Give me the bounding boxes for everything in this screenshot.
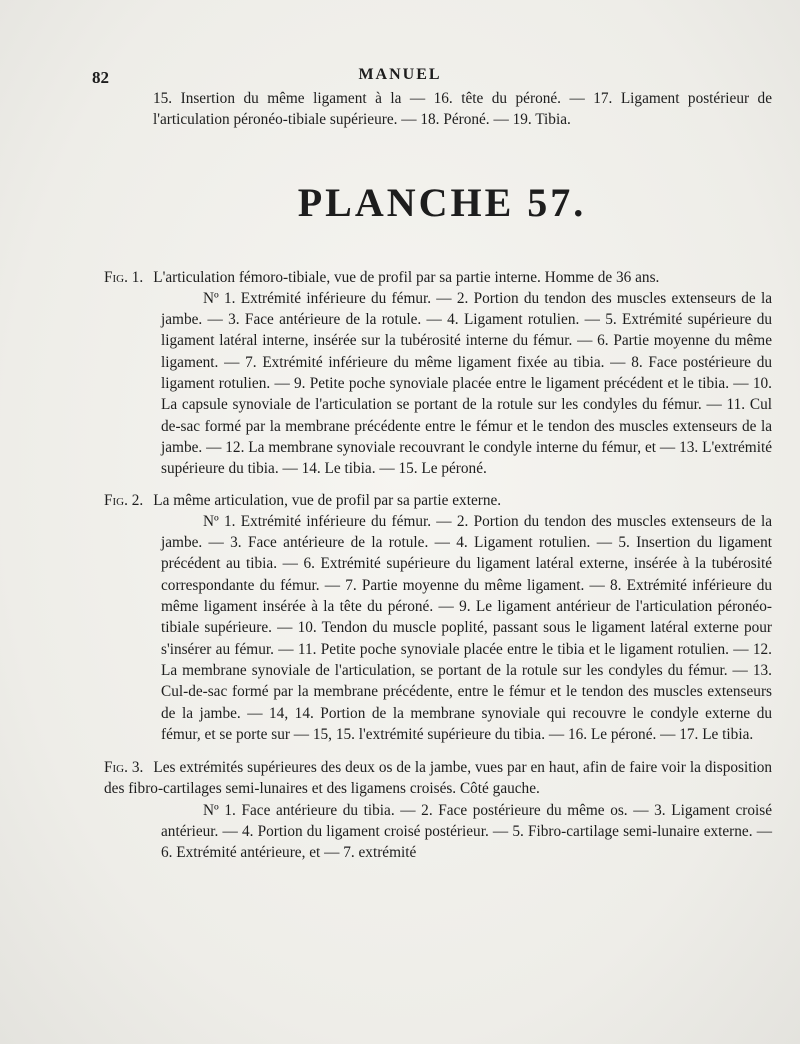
figure-1-label: Fig. 1. <box>104 268 144 286</box>
figure-2-caption-text: La même articulation, vue de profil par sa partie externe. <box>153 491 502 509</box>
figure-1-caption <box>104 267 772 288</box>
figure-3-caption <box>104 757 772 800</box>
figure-3-caption-text: Les extrémités supérieures des deux os de la jambe, vues par en haut, afin de faire voir la disposition des fibro-cartilages semi-lunaires et des ligamens croisés. Côté gauche. <box>104 759 772 798</box>
page-body <box>104 88 772 864</box>
figure-1-caption-text: L'articulation fémoro-tibiale, vue de profil par sa partie interne. Homme de 36 ans. <box>153 268 660 286</box>
page-header <box>0 64 800 88</box>
figure-3-label: Fig. 3. <box>104 759 144 777</box>
running-title: MANUEL <box>358 66 442 83</box>
figure-3-items: Nº 1. Face antérieure du tibia. — 2. Face postérieure du même os. — 3. Ligament croisé antérieur. — 4. Portion du ligament croisé postérieur. — 5. Fibro-cartilage semi-lunaire externe. — 6. Extrémité antérieure, et — 7. extrémité <box>161 801 772 862</box>
figure-2-label: Fig. 2. <box>104 491 144 509</box>
page-number: 82 <box>92 68 109 87</box>
figure-1-items: Nº 1. Extrémité inférieure du fémur. — 2. Portion du tendon des muscles extenseurs de la jambe. — 3. Face antérieure de la rotule. — 4. Ligament rotulien. — 5. Extrémité supérieure du ligament latéral interne, insérée sur la tubérosité interne du fémur. — 6. Partie moyenne du même ligament. — 7. Extrémité inférieure du même ligament fixée au tibia. — 8. Face postérieure du ligament rotulien. — 9. Petite poche synoviale placée entre le ligament précédent et le tibia. — 10. La capsule synoviale de l'articulation se portant de la rotule sur les condyles du fémur. — 11. Cul de-sac formé par la membrane précédente entre le fémur et le tendon des muscles extenseurs de la jambe. — 12. La membrane synoviale recouvrant le condyle interne du fémur, et — 13. L'extrémité supérieure du tibia. — 14. Le tibia. — 15. Le péroné. <box>161 289 772 478</box>
continued-paragraph: 15. Insertion du même ligament à la — 16. tête du péroné. — 17. Ligament postérieur de l'articulation péronéo-tibiale supérieure. — 18. Péroné. — 19. Tibia. <box>153 90 772 129</box>
spacer <box>112 480 772 490</box>
figure-2-caption <box>104 490 772 511</box>
plate-title: PLANCHE 57. <box>297 179 587 225</box>
spacer <box>112 745 772 757</box>
figure-2-items: Nº 1. Extrémité inférieure du fémur. — 2. Portion du tendon des muscles extenseurs de la jambe. — 3. Face antérieure de la rotule. — 4. Ligament rotulien. — 5. Insertion du ligament précédent au tibia. — 6. Extrémité supérieure du ligament latéral externe, insérée à la tubérosité correspondante du fémur. — 7. Partie moyenne du même ligament. — 8. Extrémité inférieure du même ligament insérée à la tête du péroné. — 9. Le ligament antérieur de l'articulation péronéo-tibiale supérieure. — 10. Tendon du muscle poplité, passant sous le ligament latéral externe pour s'insérer au fémur. — 11. Petite poche synoviale placée entre le tibia et le ligament rotulien. — 12. La membrane synoviale de l'articulation, se portant de la rotule sur les condyles du fémur. — 13. Cul-de-sac formé par la membrane précédente, entre le fémur et le tendon des muscles extenseurs de la jambe. — 14, 14. Portion de la membrane synoviale qui recouvre le condyle externe du fémur, et se porte sur — 15, 15. l'extrémité supérieure du tibia. — 16. Le péroné. — 17. Le tibia. <box>161 512 772 743</box>
